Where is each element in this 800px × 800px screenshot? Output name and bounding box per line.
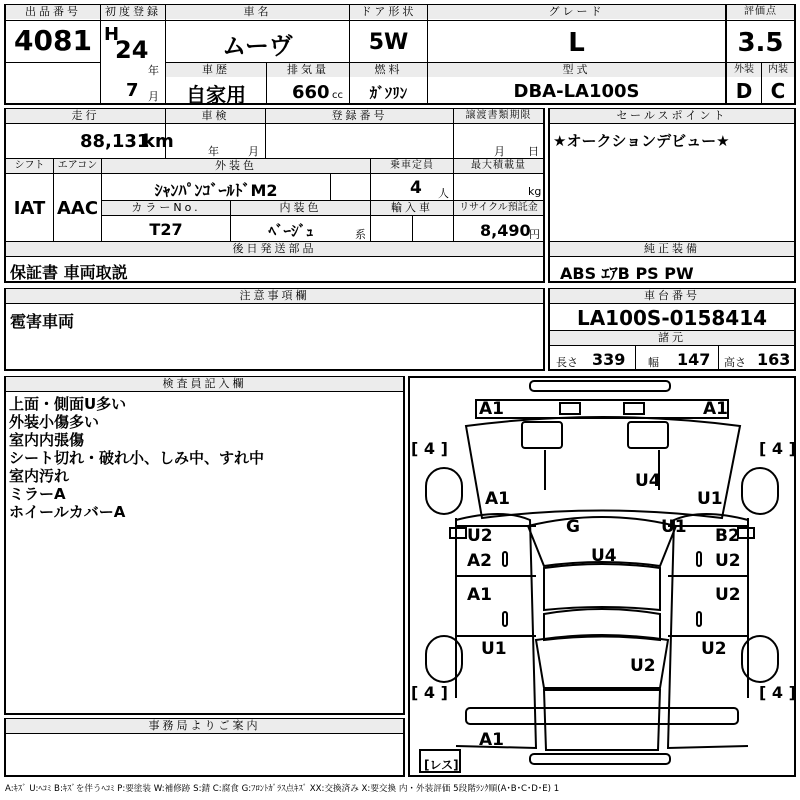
mileage-label: 走行 [6, 109, 165, 123]
mileage-unit: km [143, 131, 174, 152]
car-diagram-drawing [410, 378, 794, 775]
height: 163 [757, 350, 791, 369]
int-grade: C [770, 79, 786, 103]
recycle-unit: 円 [529, 228, 540, 241]
grade-label: グレード [428, 5, 725, 19]
transfer-label: 譲渡書類期限 [454, 109, 543, 123]
capacity-label: 乗車定員 [371, 159, 453, 173]
mark-rear-bumper: A1 [479, 730, 504, 750]
lot-no: 4081 [14, 24, 92, 57]
lot-no-label: 出品番号 [6, 5, 100, 19]
load-unit: kg [528, 185, 542, 198]
recycle-label: リサイクル預託金 [454, 201, 543, 215]
inspector-note: ミラーA [9, 485, 66, 503]
tire-rl-mark: [ 4 ] [411, 683, 448, 702]
caution-label: 注意事項欄 [6, 289, 543, 303]
inspector-label: 検査員記入欄 [6, 377, 403, 391]
height-label: 高さ [724, 356, 746, 369]
model-label: 型式 [428, 63, 725, 77]
mark-front-left: A1 [479, 399, 504, 419]
mark-left-front-door-u2: U2 [467, 526, 493, 546]
mark-right-rear-door: U2 [715, 585, 741, 605]
later-parts: 保証書 車両取説 [10, 263, 128, 282]
mark-trunk: U2 [630, 656, 656, 676]
mark-pillar-u1: U1 [661, 517, 687, 537]
ac-label: エアコン [54, 159, 101, 173]
inspector-note: 室内汚れ [9, 467, 70, 485]
office-label: 事務局よりご案内 [6, 719, 403, 733]
reg-no-label: 登録番号 [266, 109, 453, 123]
sales-label: セールスポイント [550, 109, 794, 123]
specs-label: 諸元 [550, 331, 794, 345]
mark-roof: U4 [591, 546, 617, 566]
ac: AAC [56, 198, 99, 219]
tire-fr-mark: [ 4 ] [759, 439, 796, 458]
reg-month: 7 [126, 80, 139, 101]
int-color-unit: 系 [355, 228, 366, 241]
mark-right-front-door-b2: B2 [715, 526, 740, 546]
inspector-note: 室内内張傷 [9, 431, 85, 449]
history-label: 車歴 [166, 63, 266, 77]
score-label: 評価点 [727, 5, 794, 19]
mark-hood-center: U4 [635, 471, 661, 491]
color: ｼｬﾝﾊﾟﾝｺﾞｰﾙﾄﾞM2 [154, 181, 278, 200]
mark-left-front-door-a2: A2 [467, 551, 492, 571]
era: H [104, 24, 120, 45]
mark-front-right: A1 [703, 399, 728, 419]
tire-rr-mark: [ 4 ] [759, 683, 796, 702]
shift-label: シフト [6, 159, 53, 173]
shift: IAT [13, 198, 46, 219]
equip: ABS ｴｱB PS PW [560, 264, 694, 283]
month-unit: 月 [148, 90, 159, 103]
year-unit: 年 [148, 64, 159, 77]
transfer-day-unit: 日 [528, 145, 539, 158]
reg-year: 24 [115, 36, 149, 64]
score: 3.5 [737, 28, 784, 58]
color-no-label: カラーNo. [102, 201, 230, 215]
inspector-note: 外装小傷多い [9, 413, 100, 431]
mileage: 88,131 [80, 131, 150, 152]
int-color: ﾍﾞｰｼﾞｭ [268, 222, 314, 240]
door: 5W [368, 30, 409, 55]
displacement-unit: cc [332, 90, 343, 101]
mark-roof-g: G [566, 517, 580, 537]
displacement-label: 排気量 [267, 63, 349, 77]
capacity: 4 [410, 178, 422, 198]
inspector-note: シート切れ・破れ小、しみ中、すれ中 [9, 449, 265, 467]
inspection-label: 車検 [166, 109, 265, 123]
color-no: T27 [149, 220, 183, 239]
mark-right-rear-fender: U2 [701, 639, 727, 659]
model: DBA-LA100S [513, 81, 640, 102]
transfer-month-unit: 月 [494, 145, 505, 158]
chassis-no: LA100S-0158414 [576, 306, 768, 330]
length: 339 [592, 350, 626, 369]
first-reg-label: 初度登録 [101, 5, 165, 19]
load-label: 最大積載量 [454, 159, 543, 173]
spare-tire-mark: [レス] [424, 758, 459, 772]
inspection-year-unit: 年 [208, 145, 219, 158]
mark-left-rear-door: A1 [467, 585, 492, 605]
legend: A:ｷｽﾞ U:ﾍｺﾐ B:ｷｽﾞを伴うﾍｺﾐ P:要塗装 W:補修跡 S:錆 C:腐食 G:ﾌﾛﾝﾄｶﾞﾗｽ点ｷｽﾞ XX:交換済み X:要交換 内・外装評価 5段階ﾗﾝｸ順(A･B･C･D･E) 1 [5, 784, 560, 794]
recycle: 8,490 [480, 221, 531, 240]
grade: L [568, 28, 585, 58]
chassis-label: 車台番号 [550, 289, 794, 303]
mark-left-rear-fender: U1 [481, 639, 507, 659]
door-label: ドア形状 [350, 5, 427, 19]
car-name-label: 車名 [166, 5, 349, 19]
width-label: 幅 [648, 356, 659, 369]
fuel-label: 燃料 [350, 63, 427, 77]
inspector-notes [9, 395, 264, 521]
import-label: 輸入車 [371, 201, 453, 215]
inspection-month-unit: 月 [248, 145, 259, 158]
inspector-note: ホイールカバーA [9, 503, 126, 521]
tire-fl-mark: [ 4 ] [411, 439, 448, 458]
sales-point: ★オークションデビュー★ [553, 132, 730, 150]
inspector-note: 上面・側面U多い [9, 395, 127, 413]
fuel: ｶﾞｿﾘﾝ [369, 84, 408, 102]
color-label: 外装色 [102, 159, 370, 173]
ext-grade: D [735, 79, 753, 103]
ext-label: 外装 [727, 63, 761, 77]
caution-text: 雹害車両 [10, 312, 75, 331]
int-label: 内装 [762, 63, 794, 77]
car-name: ムーヴ [222, 32, 293, 60]
mark-hood-right: U1 [697, 489, 723, 509]
history: 自家用 [186, 83, 246, 107]
mark-right-front-door-u2: U2 [715, 551, 741, 571]
equip-label: 純正装備 [550, 242, 794, 256]
int-color-label: 内装色 [231, 201, 370, 215]
later-parts-label: 後日発送部品 [6, 242, 543, 256]
displacement: 660 [292, 82, 330, 103]
width: 147 [677, 350, 711, 369]
length-label: 長さ [556, 356, 578, 369]
capacity-unit: 人 [438, 187, 449, 200]
mark-hood-left: A1 [485, 489, 510, 509]
